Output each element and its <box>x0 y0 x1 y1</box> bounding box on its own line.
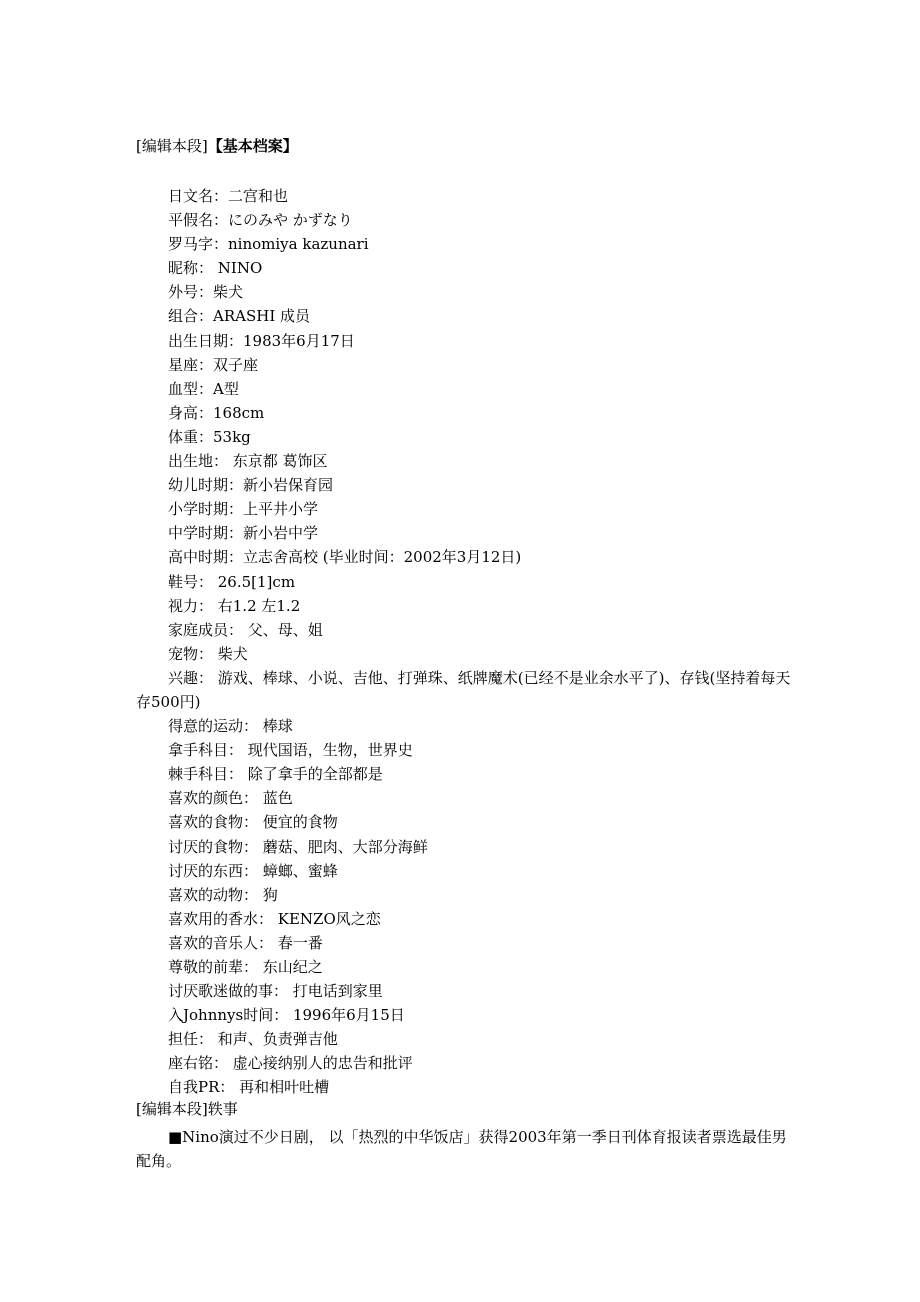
profile-row-family: 家庭成员： 父、母、姐 <box>168 620 323 639</box>
profile-row-johnnys-join-date: 入Johnnys时间： 1996年6月15日 <box>168 1006 405 1025</box>
edit-section-link[interactable]: [编辑本段] <box>136 137 208 155</box>
profile-row-favorite-perfume: 喜欢用的香水： KENZO风之恋 <box>168 909 381 928</box>
profile-row-favorite-food: 喜欢的食物： 便宜的食物 <box>168 813 338 832</box>
profile-row-group: 组合：ARASHI 成员 <box>168 307 311 326</box>
profile-row-high-school: 高中时期：立志舍高校 (毕业时间：2002年3月12日) <box>168 548 522 567</box>
profile-row-japanese-name: 日文名：二宫和也 <box>168 187 289 205</box>
profile-row-worst-subjects: 棘手科目： 除了拿手的全部都是 <box>168 765 383 784</box>
section-title: 【基本档案】 <box>207 137 298 155</box>
profile-row-fan-dislike: 讨厌歌迷做的事： 打电话到家里 <box>168 982 383 1001</box>
profile-row-zodiac: 星座：双子座 <box>168 355 259 374</box>
profile-row-romaji: 罗马字：ninomiya kazunari <box>168 235 369 254</box>
profile-list <box>136 184 796 1100</box>
profile-row-respected-senior: 尊敬的前辈： 东山纪之 <box>168 958 323 976</box>
profile-row-middle-school: 中学时期：新小岩中学 <box>168 524 319 543</box>
profile-row-height: 身高：168cm <box>168 403 265 422</box>
profile-row-nickname: 昵称： NINO <box>168 259 263 278</box>
profile-row-favorite-color: 喜欢的颜色： 蓝色 <box>168 789 293 808</box>
profile-row-shoe-size: 鞋号： 26.5[1]cm <box>168 572 296 591</box>
profile-row-motto: 座右铭： 虚心接纳别人的忠告和批评 <box>168 1054 413 1073</box>
profile-row-birthplace: 出生地： 东京都 葛饰区 <box>168 452 328 471</box>
section-anecdotes <box>136 1099 796 1173</box>
profile-row-weight: 体重：53kg <box>168 427 251 446</box>
profile-row-disliked-things: 讨厌的东西： 蟑螂、蜜蜂 <box>168 861 338 880</box>
profile-row-blood-type: 血型：A型 <box>168 379 239 398</box>
profile-row-favorite-animal: 喜欢的动物： 狗 <box>168 885 278 904</box>
profile-row-role: 担任： 和声、负责弹吉他 <box>168 1030 338 1049</box>
profile-row-kindergarten: 幼儿时期：新小岩保育园 <box>168 476 334 495</box>
anecdote-paragraph: ■Nino演过不少日剧， 以「热烈的中华饭店」获得2003年第一季日刊体育报读者票选最佳男配角。 <box>136 1128 787 1170</box>
profile-row-best-subjects: 拿手科目： 现代国语，生物，世界史 <box>168 741 413 760</box>
profile-row-favorite-sport: 得意的运动： 棒球 <box>168 717 293 736</box>
profile-row-self-pr: 自我PR： 再和相叶吐槽 <box>168 1078 330 1097</box>
profile-row-elementary-school: 小学时期：上平井小学 <box>168 500 319 519</box>
profile-row-alias: 外号：柴犬 <box>168 283 244 302</box>
profile-row-hiragana: 平假名：にのみや かずなり <box>168 211 353 230</box>
profile-row-hobbies: 兴趣： 游戏、棒球、小说、吉他、打弹珠、纸牌魔术(已经不是业余水平了)、存钱(坚持着每天存500円) <box>136 668 791 711</box>
section-heading-basic-profile <box>136 136 298 156</box>
profile-row-eyesight: 视力： 右1.2 左1.2 <box>168 596 301 615</box>
profile-row-favorite-musician: 喜欢的音乐人： 春一番 <box>168 933 323 952</box>
profile-row-disliked-food: 讨厌的食物： 蘑菇、肥肉、大部分海鲜 <box>168 837 428 856</box>
section-heading-anecdotes: [编辑本段]轶事 <box>136 1100 238 1118</box>
profile-row-birthdate: 出生日期：1983年6月17日 <box>168 331 355 350</box>
profile-row-pet: 宠物： 柴犬 <box>168 644 248 663</box>
